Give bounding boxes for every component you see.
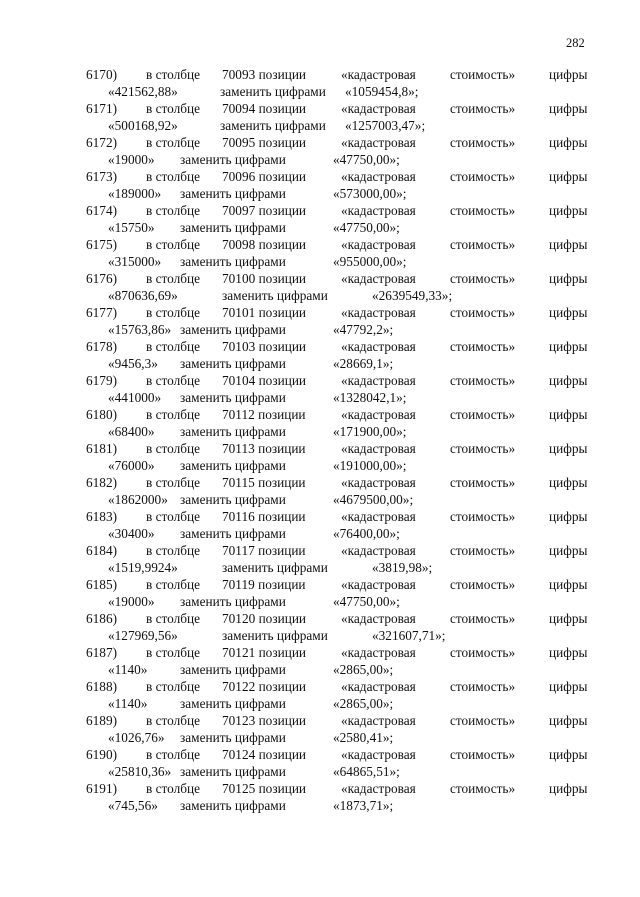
replace-label: заменить цифрами (180, 322, 286, 337)
amendment-item (0, 713, 640, 747)
amendment-number: 6173) (86, 169, 118, 184)
cadastral-label: «кадастровая (341, 509, 416, 524)
replace-label: заменить цифрами (220, 84, 326, 99)
amendment-item (0, 747, 640, 781)
new-value: «1257003,47»; (345, 118, 426, 133)
replace-label: заменить цифрами (180, 730, 286, 745)
old-value: «30400» (108, 526, 155, 541)
amendment-number: 6189) (86, 713, 118, 728)
old-value: «9456,3» (108, 356, 158, 371)
replace-label: заменить цифрами (180, 254, 286, 269)
position-label: 70097 позиции (222, 203, 307, 218)
amendment-number: 6178) (86, 339, 118, 354)
column-label: в столбце (146, 611, 201, 626)
digits-label: цифры (549, 339, 588, 354)
cost-label: стоимость» (450, 611, 516, 626)
old-value: «15763,86» (108, 322, 172, 337)
column-label: в столбце (146, 713, 201, 728)
cadastral-label: «кадастровая (341, 101, 416, 116)
cost-label: стоимость» (450, 135, 516, 150)
amendment-number: 6172) (86, 135, 118, 150)
cadastral-label: «кадастровая (341, 747, 416, 762)
digits-label: цифры (549, 713, 588, 728)
column-label: в столбце (146, 339, 201, 354)
old-value: «745,56» (108, 798, 158, 813)
amendment-item (0, 67, 640, 101)
cost-label: стоимость» (450, 577, 516, 592)
old-value: «1140» (108, 662, 148, 677)
position-label: 70112 позиции (222, 407, 306, 422)
position-label: 70093 позиции (222, 67, 307, 82)
old-value: «76000» (108, 458, 155, 473)
cost-label: стоимость» (450, 781, 516, 796)
new-value: «2865,00»; (333, 696, 394, 711)
amendment-number: 6170) (86, 67, 118, 82)
amendment-number: 6171) (86, 101, 118, 116)
cadastral-label: «кадастровая (341, 713, 416, 728)
digits-label: цифры (549, 781, 588, 796)
digits-label: цифры (549, 203, 588, 218)
column-label: в столбце (146, 271, 201, 286)
cost-label: стоимость» (450, 203, 516, 218)
position-label: 70123 позиции (222, 713, 307, 728)
column-label: в столбце (146, 577, 201, 592)
new-value: «955000,00»; (333, 254, 407, 269)
new-value: «47792,2»; (333, 322, 394, 337)
digits-label: цифры (549, 135, 588, 150)
replace-label: заменить цифрами (180, 390, 286, 405)
position-label: 70115 позиции (222, 475, 306, 490)
amendment-item (0, 271, 640, 305)
cadastral-label: «кадастровая (341, 169, 416, 184)
old-value: «441000» (108, 390, 162, 405)
column-label: в столбце (146, 747, 201, 762)
digits-label: цифры (549, 679, 588, 694)
column-label: в столбце (146, 781, 201, 796)
amendment-number: 6191) (86, 781, 118, 796)
cadastral-label: «кадастровая (341, 271, 416, 286)
column-label: в столбце (146, 645, 201, 660)
position-label: 70120 позиции (222, 611, 307, 626)
amendment-item (0, 203, 640, 237)
new-value: «2865,00»; (333, 662, 394, 677)
old-value: «870636,69» (108, 288, 178, 303)
cost-label: стоимость» (450, 237, 516, 252)
old-value: «25810,36» (108, 764, 172, 779)
amendment-number: 6179) (86, 373, 118, 388)
digits-label: цифры (549, 543, 588, 558)
replace-label: заменить цифрами (180, 696, 286, 711)
column-label: в столбце (146, 509, 201, 524)
new-value: «171900,00»; (333, 424, 407, 439)
replace-label: заменить цифрами (222, 560, 328, 575)
replace-label: заменить цифрами (180, 764, 286, 779)
amendment-item (0, 509, 640, 543)
amendment-number: 6183) (86, 509, 118, 524)
column-label: в столбце (146, 135, 201, 150)
position-label: 70103 позиции (222, 339, 307, 354)
new-value: «76400,00»; (333, 526, 400, 541)
column-label: в столбце (146, 407, 201, 422)
amendment-number: 6190) (86, 747, 118, 762)
column-label: в столбце (146, 101, 201, 116)
amendment-number: 6181) (86, 441, 118, 456)
new-value: «47750,00»; (333, 594, 400, 609)
cadastral-label: «кадастровая (341, 577, 416, 592)
replace-label: заменить цифрами (180, 186, 286, 201)
old-value: «421562,88» (108, 84, 178, 99)
old-value: «1026,76» (108, 730, 165, 745)
replace-label: заменить цифрами (180, 458, 286, 473)
cadastral-label: «кадастровая (341, 67, 416, 82)
new-value: «1328042,1»; (333, 390, 407, 405)
position-label: 70125 позиции (222, 781, 307, 796)
old-value: «500168,92» (108, 118, 178, 133)
amendment-item (0, 475, 640, 509)
amendment-number: 6185) (86, 577, 118, 592)
amendment-number: 6186) (86, 611, 118, 626)
old-value: «15750» (108, 220, 155, 235)
amendment-number: 6188) (86, 679, 118, 694)
new-value: «1059454,8»; (345, 84, 419, 99)
digits-label: цифры (549, 747, 588, 762)
cadastral-label: «кадастровая (341, 781, 416, 796)
amendment-item (0, 577, 640, 611)
digits-label: цифры (549, 237, 588, 252)
amendment-item (0, 101, 640, 135)
cadastral-label: «кадастровая (341, 305, 416, 320)
new-value: «321607,71»; (372, 628, 446, 643)
old-value: «1862000» (108, 492, 168, 507)
cadastral-label: «кадастровая (341, 611, 416, 626)
digits-label: цифры (549, 441, 588, 456)
replace-label: заменить цифрами (222, 628, 328, 643)
amendment-item (0, 305, 640, 339)
amendment-number: 6187) (86, 645, 118, 660)
column-label: в столбце (146, 169, 201, 184)
amendment-number: 6174) (86, 203, 118, 218)
amendment-number: 6184) (86, 543, 118, 558)
new-value: «1873,71»; (333, 798, 394, 813)
amendment-item (0, 339, 640, 373)
amendment-item (0, 679, 640, 713)
replace-label: заменить цифрами (180, 662, 286, 677)
amendment-item (0, 135, 640, 169)
cadastral-label: «кадастровая (341, 407, 416, 422)
cadastral-label: «кадастровая (341, 645, 416, 660)
new-value: «573000,00»; (333, 186, 407, 201)
old-value: «19000» (108, 594, 155, 609)
digits-label: цифры (549, 475, 588, 490)
amendment-number: 6176) (86, 271, 118, 286)
cost-label: стоимость» (450, 747, 516, 762)
column-label: в столбце (146, 543, 201, 558)
old-value: «68400» (108, 424, 155, 439)
cost-label: стоимость» (450, 645, 516, 660)
digits-label: цифры (549, 577, 588, 592)
cost-label: стоимость» (450, 101, 516, 116)
digits-label: цифры (549, 373, 588, 388)
cadastral-label: «кадастровая (341, 203, 416, 218)
amendment-item (0, 373, 640, 407)
column-label: в столбце (146, 305, 201, 320)
amendment-item (0, 543, 640, 577)
amendment-item (0, 407, 640, 441)
new-value: «191000,00»; (333, 458, 407, 473)
digits-label: цифры (549, 509, 588, 524)
digits-label: цифры (549, 271, 588, 286)
replace-label: заменить цифрами (180, 424, 286, 439)
cost-label: стоимость» (450, 271, 516, 286)
cost-label: стоимость» (450, 67, 516, 82)
position-label: 70117 позиции (222, 543, 306, 558)
replace-label: заменить цифрами (180, 492, 286, 507)
cost-label: стоимость» (450, 475, 516, 490)
cadastral-label: «кадастровая (341, 543, 416, 558)
position-label: 70122 позиции (222, 679, 307, 694)
cadastral-label: «кадастровая (341, 475, 416, 490)
digits-label: цифры (549, 645, 588, 660)
digits-label: цифры (549, 101, 588, 116)
cadastral-label: «кадастровая (341, 237, 416, 252)
position-label: 70098 позиции (222, 237, 307, 252)
amendment-number: 6177) (86, 305, 118, 320)
cost-label: стоимость» (450, 543, 516, 558)
new-value: «47750,00»; (333, 152, 400, 167)
cost-label: стоимость» (450, 339, 516, 354)
column-label: в столбце (146, 475, 201, 490)
new-value: «64865,51»; (333, 764, 400, 779)
cadastral-label: «кадастровая (341, 679, 416, 694)
column-label: в столбце (146, 67, 201, 82)
new-value: «3819,98»; (372, 560, 433, 575)
amendment-list (0, 67, 640, 815)
cost-label: стоимость» (450, 679, 516, 694)
cadastral-label: «кадастровая (341, 373, 416, 388)
old-value: «19000» (108, 152, 155, 167)
new-value: «2580,41»; (333, 730, 394, 745)
amendment-item (0, 441, 640, 475)
cadastral-label: «кадастровая (341, 135, 416, 150)
old-value: «1140» (108, 696, 148, 711)
digits-label: цифры (549, 407, 588, 422)
cost-label: стоимость» (450, 407, 516, 422)
digits-label: цифры (549, 611, 588, 626)
cadastral-label: «кадастровая (341, 441, 416, 456)
position-label: 70119 позиции (222, 577, 306, 592)
replace-label: заменить цифрами (180, 594, 286, 609)
amendment-item (0, 781, 640, 815)
old-value: «315000» (108, 254, 162, 269)
position-label: 70100 позиции (222, 271, 307, 286)
position-label: 70121 позиции (222, 645, 307, 660)
amendment-item (0, 237, 640, 271)
old-value: «189000» (108, 186, 162, 201)
column-label: в столбце (146, 203, 201, 218)
replace-label: заменить цифрами (220, 118, 326, 133)
cost-label: стоимость» (450, 441, 516, 456)
column-label: в столбце (146, 373, 201, 388)
amendment-item (0, 611, 640, 645)
cost-label: стоимость» (450, 169, 516, 184)
amendment-number: 6175) (86, 237, 118, 252)
position-label: 70104 позиции (222, 373, 307, 388)
amendment-number: 6182) (86, 475, 118, 490)
replace-label: заменить цифрами (180, 798, 286, 813)
replace-label: заменить цифрами (180, 220, 286, 235)
replace-label: заменить цифрами (180, 356, 286, 371)
position-label: 70101 позиции (222, 305, 307, 320)
column-label: в столбце (146, 237, 201, 252)
position-label: 70113 позиции (222, 441, 306, 456)
cost-label: стоимость» (450, 713, 516, 728)
digits-label: цифры (549, 169, 588, 184)
digits-label: цифры (549, 305, 588, 320)
position-label: 70096 позиции (222, 169, 307, 184)
position-label: 70094 позиции (222, 101, 307, 116)
amendment-number: 6180) (86, 407, 118, 422)
old-value: «127969,56» (108, 628, 178, 643)
cost-label: стоимость» (450, 373, 516, 388)
position-label: 70116 позиции (222, 509, 306, 524)
new-value: «47750,00»; (333, 220, 400, 235)
cost-label: стоимость» (450, 509, 516, 524)
position-label: 70124 позиции (222, 747, 307, 762)
replace-label: заменить цифрами (180, 152, 286, 167)
old-value: «1519,9924» (108, 560, 178, 575)
replace-label: заменить цифрами (180, 526, 286, 541)
position-label: 70095 позиции (222, 135, 307, 150)
new-value: «28669,1»; (333, 356, 394, 371)
new-value: «4679500,00»; (333, 492, 414, 507)
column-label: в столбце (146, 441, 201, 456)
cost-label: стоимость» (450, 305, 516, 320)
replace-label: заменить цифрами (222, 288, 328, 303)
column-label: в столбце (146, 679, 201, 694)
amendment-item (0, 169, 640, 203)
amendment-item (0, 645, 640, 679)
cadastral-label: «кадастровая (341, 339, 416, 354)
digits-label: цифры (549, 67, 588, 82)
page-number: 282 (566, 36, 585, 50)
new-value: «2639549,33»; (372, 288, 453, 303)
